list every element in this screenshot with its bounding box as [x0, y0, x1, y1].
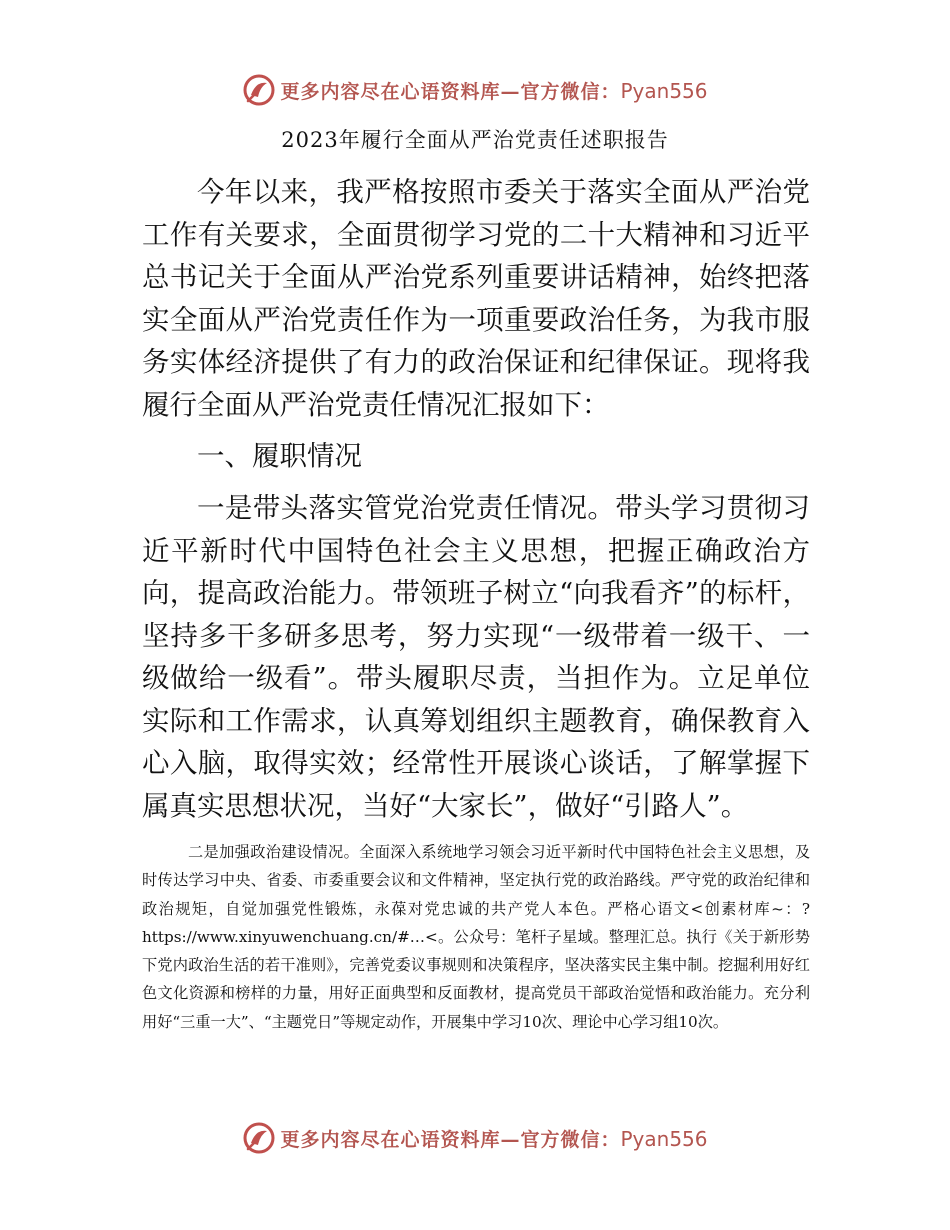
brand-logo-icon — [242, 1121, 276, 1155]
footer-banner[interactable] — [0, 1118, 950, 1158]
brand-logo-icon — [242, 73, 276, 107]
document-title: 2023年履行全面从严治党责任述职报告 — [281, 128, 669, 152]
intro-paragraph: 今年以来，我严格按照市委关于落实全面从严治党工作有关要求，全面贯彻学习党的二十大精神和习近平总书记关于全面从严治党系列重要讲话精神，始终把落实全面从严治党责任作为一项重要政治任务，为我市服务实体经济提供了有力的政治保证和纪律保证。现将我履行全面从严治党责任情况汇报如下： — [142, 176, 810, 421]
banner-text: 更多内容尽在心语资料库—官方微信：Pyan556 — [280, 1126, 708, 1151]
section-heading: 一、履职情况 — [197, 440, 362, 472]
item-one-paragraph: 一是带头落实管党治党责任情况。带头学习贯彻习近平新时代中国特色社会主义思想，把握正确政治方向，提高政治能力。带领班子树立“向我看齐”的标杆，坚持多干多研多思考，努力实现“一级带着一级干、一级做给一级看”。带头履职尽责，当担作为。立足单位实际和工作需求，认真筹划组织主题教育，确保教育入心入脑，取得实效；经常性开展谈心谈话，了解掌握下属真实思想状况，当好“大家长”，做好“引路人”。 — [142, 492, 810, 822]
banner-text: 更多内容尽在心语资料库—官方微信：Pyan556 — [280, 78, 708, 103]
header-banner[interactable] — [0, 70, 950, 110]
item-two-paragraph: 二是加强政治建设情况。全面深入系统地学习领会习近平新时代中国特色社会主义思想，及时传达学习中央、省委、市委重要会议和文件精神，坚定执行党的政治路线。严守党的政治纪律和政治规矩，自觉加强党性锻炼，永葆对党忠诚的共产党人本色。严格心语文<创素材库~：?https://www.xinyuwenchuang.cn/#…<。公众号：笔杆子星域。整理汇总。执行《关于新形势下党内政治生活的若干准则》，完善党委议事规则和决策程序，坚决落实民主集中制。挖掘利用好红色文化资源和榜样的力量，用好正面典型和反面教材，提高党员干部政治觉悟和政治能力。充分利用好“三重一大”、“主题党日”等规定动作，开展集中学习10次、理论中心学习组10次。 — [142, 843, 810, 1031]
